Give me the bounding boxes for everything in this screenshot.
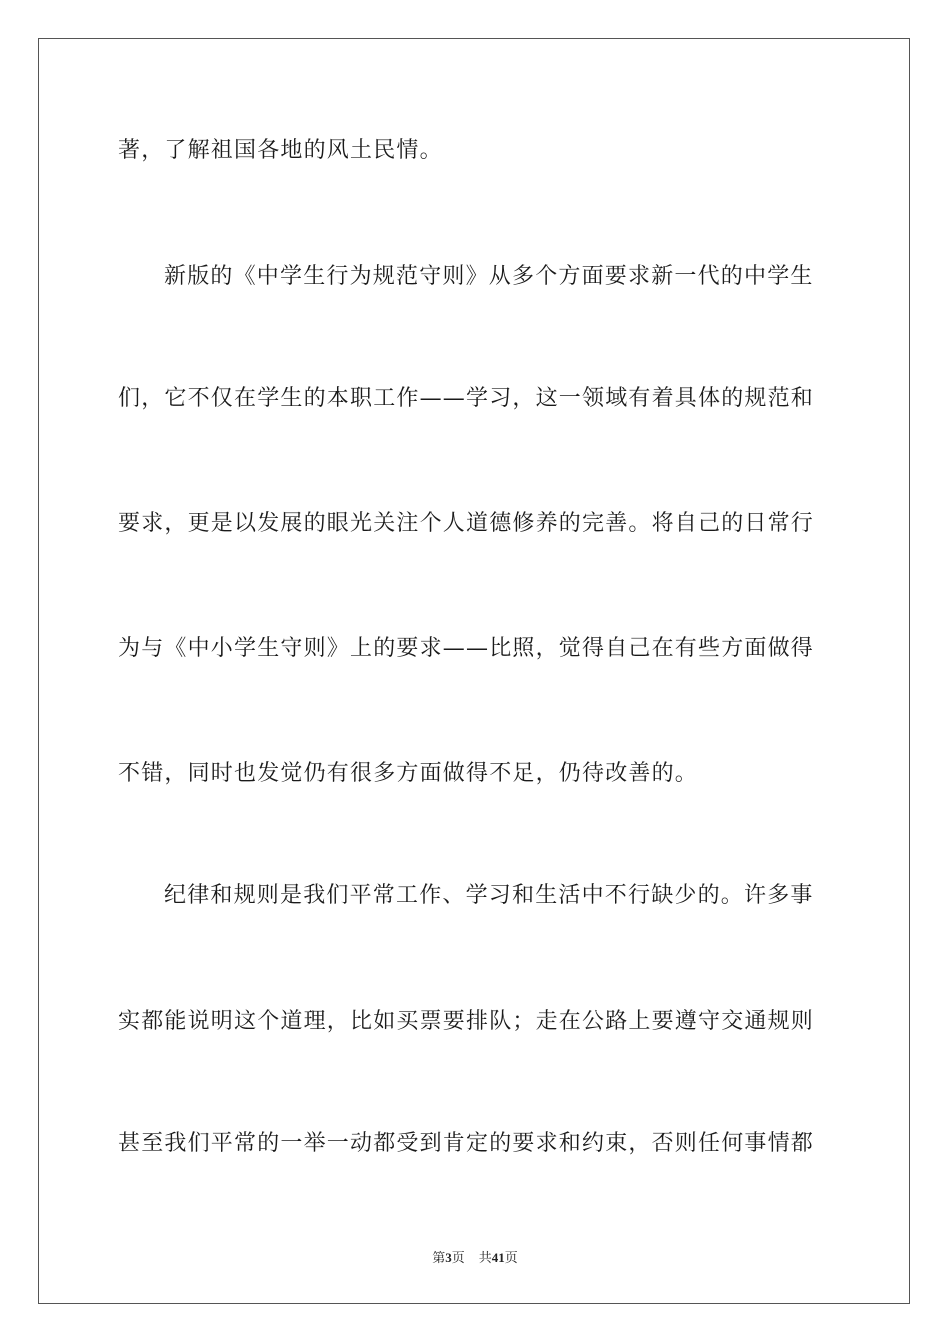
page-total-suffix: 页 (504, 1250, 518, 1265)
page-total-prefix: 共 (478, 1250, 492, 1265)
text-line: 为与《中小学生守则》上的要求——比照，觉得自己在有些方面做得 (118, 636, 815, 661)
page-total-count: 41 (491, 1250, 505, 1265)
text-line: 著，了解祖国各地的风土民情。 (118, 138, 443, 163)
text-line: 不错，同时也发觉仍有很多方面做得不足，仍待改善的。 (118, 761, 699, 786)
paragraph-first-line: 新版的《中学生行为规范守则》从多个方面要求新一代的中学生 (164, 264, 814, 289)
page-footer (0, 1247, 950, 1266)
text-line: 实都能说明这个道理，比如买票要排队；走在公路上要遵守交通规则 (118, 1009, 815, 1034)
paragraph-first-line: 纪律和规则是我们平常工作、学习和生活中不行缺少的。许多事 (164, 883, 814, 908)
text-line: 们，它不仅在学生的本职工作——学习，这一领域有着具体的规范和 (118, 386, 815, 411)
text-line: 甚至我们平常的一举一动都受到肯定的要求和约束，否则任何事情都 (118, 1131, 815, 1156)
page-number-suffix: 页 (451, 1250, 465, 1265)
page-border (38, 38, 910, 1304)
page-number-prefix: 第 (432, 1250, 446, 1265)
page-number-current: 3 (445, 1250, 452, 1265)
text-line: 要求，更是以发展的眼光关注个人道德修养的完善。将自己的日常行 (118, 511, 815, 536)
